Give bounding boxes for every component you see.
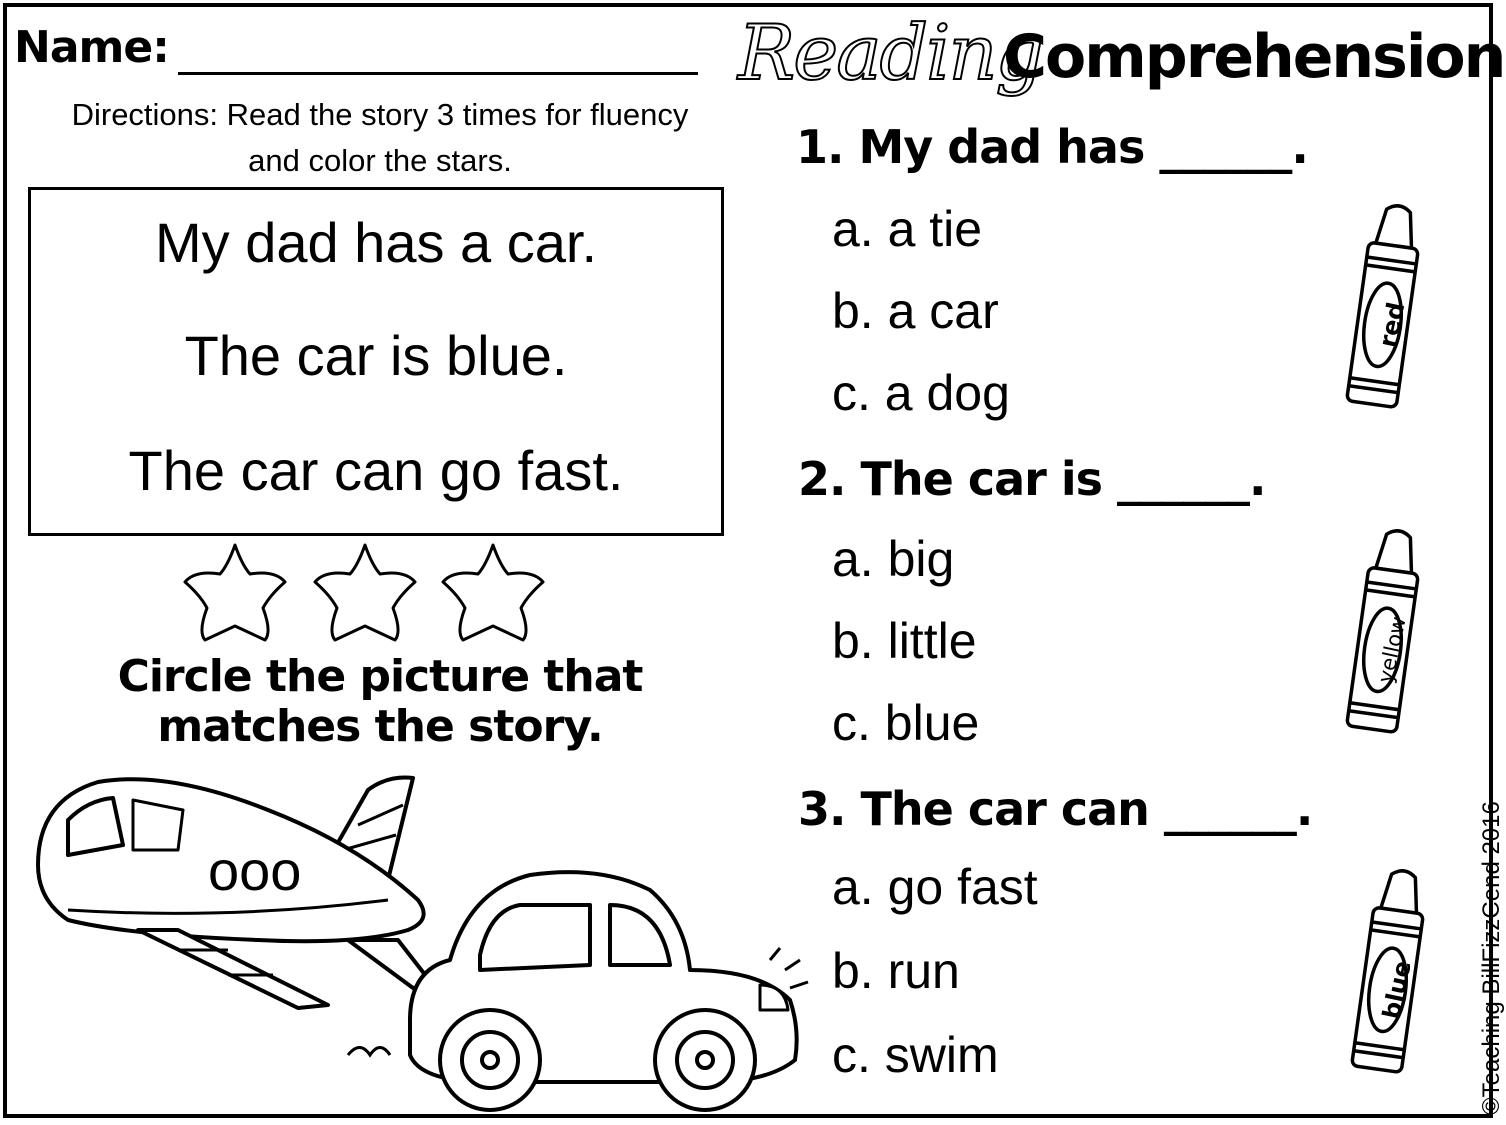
crayon-yellow-icon [1335,525,1435,740]
circle-instruction-line-2: matches the story. [157,701,603,752]
title-comprehension: Comprehension [1003,22,1505,92]
question-3-option-c[interactable]: c. swim [832,1027,999,1083]
name-input-line[interactable] [178,72,698,75]
star-2-icon[interactable] [315,545,415,640]
question-2-option-c[interactable]: c. blue [832,695,980,751]
story-box [28,187,724,536]
star-3-icon[interactable] [443,545,543,640]
name-label: Name: [14,22,169,73]
title-reading: Reading [738,8,1043,97]
fluency-stars [180,540,550,648]
question-1-option-c[interactable]: c. a dog [832,365,1010,421]
copyright-notice: ©Teaching BillFizzCend 2016 [1478,801,1505,1115]
question-1-option-b[interactable]: b. a car [832,283,999,339]
crayon-blue-label: blue [1377,958,1417,1022]
question-2-option-a[interactable]: a. big [832,531,955,587]
question-3: 3. The car can ______. [798,782,1313,836]
question-3-option-b[interactable]: b. run [832,943,960,999]
story-line-2: The car is blue. [184,324,568,387]
directions-line-1: Directions: Read the story 3 times for fluency [71,97,689,132]
crayon-red-label: red [1373,299,1411,350]
question-3-option-a[interactable]: a. go fast [832,859,1038,915]
question-2-option-b[interactable]: b. little [832,613,977,669]
crayon-yellow-label: yellow [1373,614,1411,686]
story-line-3: The car can go fast. [128,439,624,502]
question-1: 1. My dad has ______. [796,120,1308,174]
circle-instruction [80,652,680,752]
crayon-blue-icon [1340,865,1440,1080]
circle-instruction-line-1: Circle the picture that [117,651,643,702]
directions-line-2: and color the stars. [248,143,512,178]
crayon-red-icon [1335,200,1435,415]
story-line-1: My dad has a car. [154,211,597,274]
directions [30,92,730,184]
car-picture[interactable] [340,860,810,1115]
star-1-icon[interactable] [185,545,285,640]
question-2: 2. The car is ______. [798,452,1266,506]
question-1-option-a[interactable]: a. a tie [832,201,983,257]
airplane-label: ooo [208,839,302,902]
